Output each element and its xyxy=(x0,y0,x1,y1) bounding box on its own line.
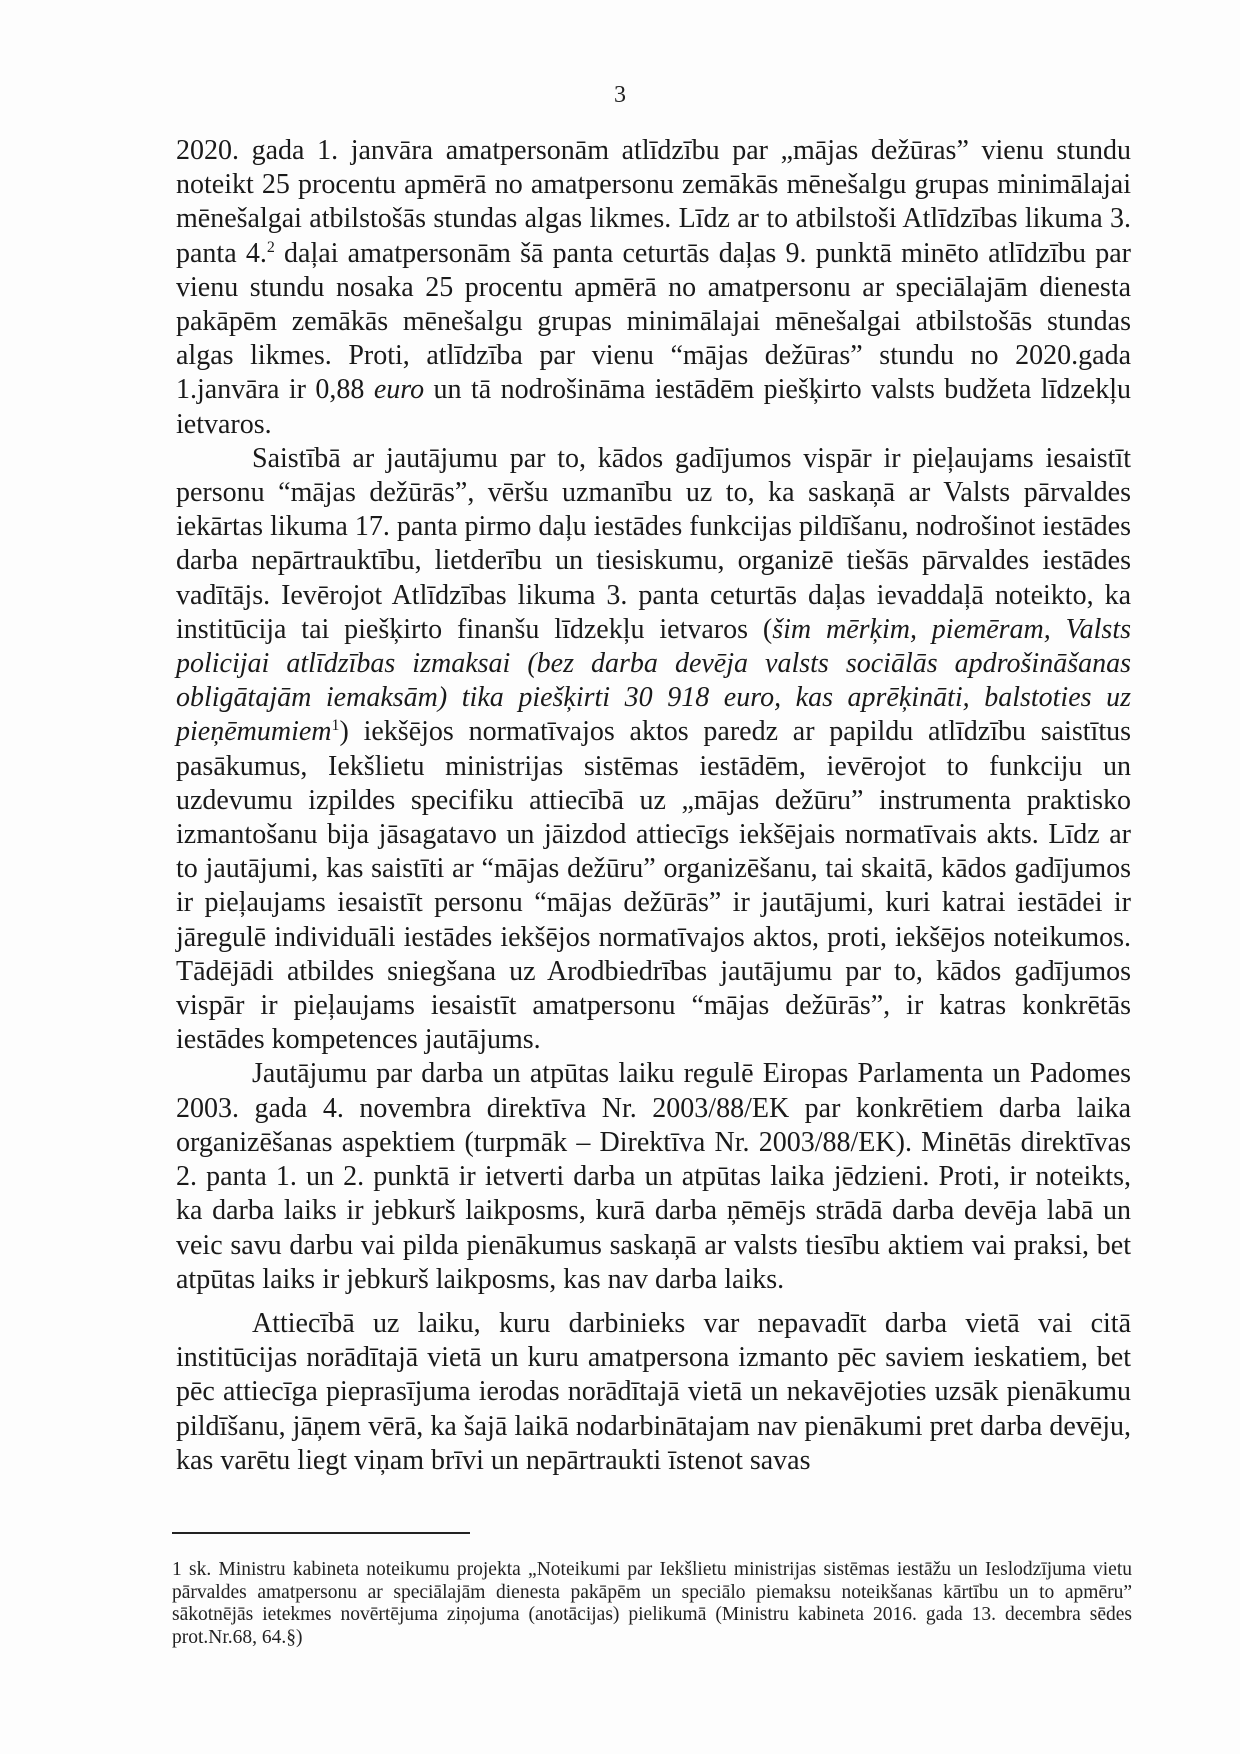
superscript-2: 2 xyxy=(266,238,275,256)
paragraph-4: Attiecībā uz laiku, kuru darbinieks var nepavadīt darba vietā vai citā institūcijas norādītajā vietā un kuru amatpersona izmanto pēc saviem ieskatiem, bet pēc attiecīga pieprasījuma ierodas norādītajā vietā un nekavējoties uzsāk pienākumu pildīšanu, jāņem vērā, ka šajā laikā nodarbinātajam nav pienākumi pret darba devēju, kas varētu liegt viņam brīvi un nepārtraukti īstenot savas xyxy=(176,1307,1131,1476)
euro-word: euro xyxy=(373,374,425,406)
paragraph-2-text: Saistībā ar jautājumu par to, kādos gadījumos vispār ir pieļaujams iesaistīt personu “mājas dežūrās”, vēršu uzmanību uz to, ka saskaņā ar Valsts pārvaldes iekārtas likuma 17. panta pirmo daļu iestādes funkcijas pildīšanu, nodrošinot iestādes darba nepārtrauktību, lietderību un tiesiskumu, organizē tiešās pārvaldes iestādes vadītājs. Ievērojot Atlīdzības likuma 3. panta ceturtās daļas ievaddaļā noteikto, ka institūcija tai piešķirto finanšu līdzekļu ietvaros ( xyxy=(176,442,1131,645)
paragraph-2-italic: šim mērķim, piemēram, Valsts policijai atlīdzības izmaksai (bez darba devēja valsts sociālās apdrošināšanas obligātajām iemaksām) tika piešķirti 30 918 euro, kas aprēķināti, balstoties uz pieņēmumiem xyxy=(176,613,1132,748)
paragraph-1-end: un tā nodrošināma iestādēm piešķirto valsts budžeta līdzekļu ietvaros. xyxy=(176,374,1131,440)
paragraph-2-end: ) iekšējos normatīvajos aktos paredz ar papildu atlīdzību saistītus pasākumus, Iekšlietu ministrijas sistēmas iestādēm, ievērojot to funkciju un uzdevumu izpildes specifiku attiecībā uz „mājas dežūru” instrumenta praktisko izmantošanu bija jāsagatavo un jāizdod attiecīgs iekšējais normatīvais akts. Līdz ar to jautājumi, kas saistīti ar “mājas dežūru” organizēšanu, tai skaitā, kādos gadījumos ir pieļaujams iesaistīt personu “mājas dežūrās” ir jautājumi, kuri katrai iestādei ir jāregulē individuāli iestādes iekšējos normatīvajos aktos, proti, iekšējos noteikumos. Tādējādi atbildes sniegšana uz Arodbiedrības jautājumu par to, kādos gadījumos vispār ir pieļaujams iesaistīt amatpersonu “mājas dežūrās”, ir katras konkrētās iestādes kompetences jautājums. xyxy=(176,716,1131,1056)
paragraph-1-text: 2020. gada 1. janvāra amatpersonām atlīdzību par „mājas dežūras” vienu stundu noteikt 25 procentu apmērā no amatpersonu zemākās mēnešalgu grupas minimālajai mēnešalgai atbilstošās stundas algas likmes. Līdz ar to atbilstoši Atlīdzības likuma 3. panta 4. xyxy=(176,135,1131,269)
page-number: 3 xyxy=(614,82,626,108)
paragraph-1-tail: daļai amatpersonām šā panta ceturtās daļas 9. punktā minēto atlīdzību par vienu stundu nosaka 25 procentu apmērā no amatpersonu ar speciālajām dienesta pakāpēm zemākās mēnešalgu grupas minimālajai mēnešalgai atbilstošās stundas algas likmes. Proti, atlīdzība par vienu “mājas dežūras” stundu no 2020.gada 1.janvāra ir 0,88 xyxy=(176,237,1131,406)
footnote-reference: 1 xyxy=(331,717,340,735)
footnote: 1 sk. Ministru kabineta noteikumu projekta „Noteikumi par Iekšlietu ministrijas sistēmas iestāžu un Ieslodzījuma vietu pārvaldes amatpersonu ar speciālajām dienesta pakāpēm un speciālo piemaksu noteikšanas kārtību un to apmēru” sākotnējās ietekmes novērtējuma ziņojuma (anotācijas) pielikumā (Ministru kabineta 2016. gada 13. decembra sēdes prot.Nr.68, 64.§) xyxy=(172,1559,1132,1648)
footnote-separator xyxy=(172,1532,470,1534)
paragraph-1 xyxy=(176,134,1131,442)
body-text xyxy=(176,134,1131,1478)
paragraph-3: Jautājumu par darba un atpūtas laiku regulē Eiropas Parlamenta un Padomes 2003. gada 4. novembra direktīva Nr. 2003/88/EK par konkrētiem darba laika organizēšanas aspektiem (turpmāk – Direktīva Nr. 2003/88/EK). Minētās direktīvas 2. panta 1. un 2. punktā ir ietverti darba un atpūtas laika jēdzieni. Proti, ir noteikts, ka darba laiks ir jebkurš laikposms, kurā darba ņēmējs strādā darba devēja labā un veic savu darbu vai pilda pienākumus saskaņā ar valsts tiesību aktiem vai praksi, bet atpūtas laiks ir jebkurš laikposms, kas nav darba laiks. xyxy=(176,1058,1131,1295)
paragraph-2 xyxy=(176,442,1131,1058)
